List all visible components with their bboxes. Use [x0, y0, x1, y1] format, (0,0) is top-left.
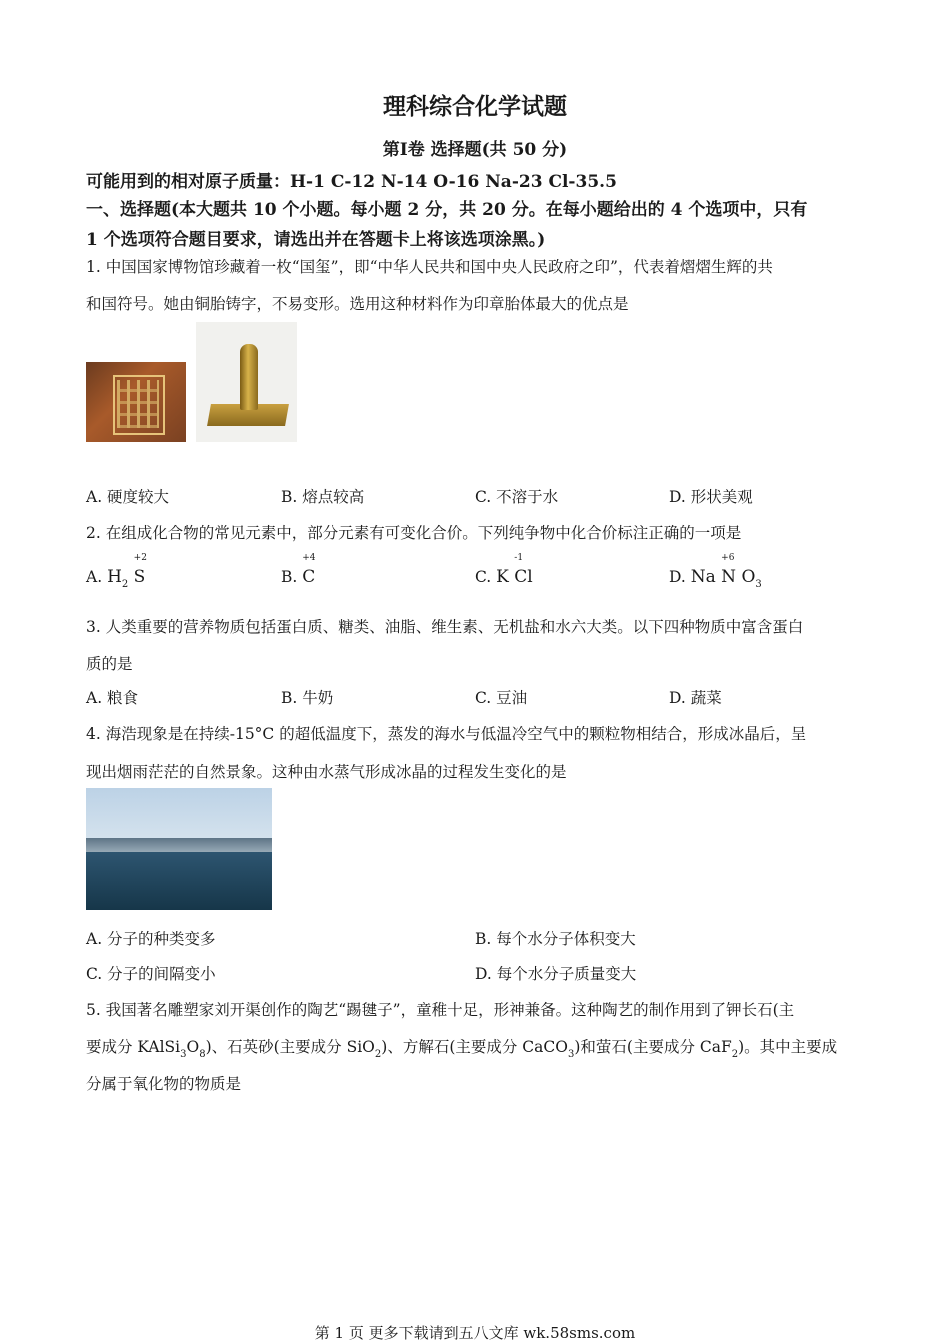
q3-option-a: A. 粮食: [86, 689, 139, 707]
text: )。其中主要成: [738, 1038, 838, 1056]
q3-stem-line1: 3. 人类重要的营养物质包括蛋白质、糖类、油脂、维生素、无机盐和水六大类。以下四种物质中富含蛋白: [86, 618, 804, 636]
q2-option-b-label: B.: [281, 568, 298, 586]
q2-d-formula: [690, 553, 762, 590]
atomic-masses: 可能用到的相对原子质量：H-1 C-12 N-14 O-16 Na-23 Cl-35.5: [86, 172, 617, 192]
q2-option-a-label: A.: [86, 568, 103, 586]
valence-mark: -1: [514, 553, 524, 563]
q2-option-d-label: D.: [669, 568, 686, 586]
q3-stem-line2: 质的是: [86, 655, 133, 673]
q2-b-formula: [302, 553, 316, 587]
q1-stem-line2: 和国符号。她由铜胎铸字，不易变形。选用这种材料作为印章胎体最大的优点是: [86, 295, 629, 313]
section-subtitle: 第Ⅰ卷 选择题(共 50 分): [382, 140, 568, 160]
chem-subscript: 3: [180, 1049, 187, 1060]
q3-option-d: D. 蔬菜: [669, 689, 722, 707]
q1-stem-line1: 1. 中国国家博物馆珍藏着一枚“国玺”，即“中华人民共和国中央人民政府之印”，代表着熠熠生辉的共: [86, 258, 773, 276]
text: )、石英砂(主要成分 SiO: [205, 1038, 375, 1056]
q4-stem-line1: 4. 海浩现象是在持续-15°C 的超低温度下，蒸发的海水与低温冷空气中的颗粒物相结合，形成冰晶后，呈: [86, 725, 807, 743]
q3-option-c: C. 豆油: [475, 689, 528, 707]
q1-option-d: D. 形状美观: [669, 488, 753, 506]
chem-element: H: [107, 567, 122, 587]
q4-option-c: C. 分子的间隔变小: [86, 965, 216, 983]
q2-option-c: [475, 553, 533, 587]
q4-option-a: A. 分子的种类变多: [86, 930, 216, 948]
text: )、方解石(主要成分 CaCO: [381, 1038, 568, 1056]
q2-option-b: [281, 553, 316, 587]
text: )和萤石(主要成分 CaF: [574, 1038, 732, 1056]
chem-subscript: 2: [374, 1049, 382, 1060]
valence-mark: +2: [133, 553, 147, 563]
q2-stem: 2. 在组成化合物的常见元素中，部分元素有可变化合价。下列纯争物中化合价标注正确的一项是: [86, 524, 742, 542]
q2-a-formula: [107, 553, 147, 590]
q5-stem-line1: 5. 我国著名雕塑家刘开渠创作的陶艺“踢毽子”，童稚十足，形神兼备。这种陶艺的制作用到了钾长石(主: [86, 1001, 795, 1019]
q2-option-c-label: C.: [475, 568, 492, 586]
page-title: 理科综合化学试题: [383, 93, 567, 120]
chem-element: Cl: [514, 567, 533, 587]
q4-option-d: D. 每个水分子质量变大: [475, 965, 637, 983]
chem-element: N: [721, 567, 737, 587]
chem-subscript: 8: [199, 1049, 206, 1060]
q4-option-b: B. 每个水分子体积变大: [475, 930, 636, 948]
q3-option-b: B. 牛奶: [281, 689, 334, 707]
section-heading-line1: 一、选择题(本大题共 10 个小题。每小题 2 分，共 20 分。在每小题给出的 4 个选项中，只有: [86, 200, 808, 220]
q2-c-formula: [496, 553, 533, 587]
q2-option-d: [669, 553, 762, 590]
q4-stem-line2: 现出烟雨茫茫的自然景象。这种由水蒸气形成冰晶的过程发生变化的是: [86, 763, 567, 781]
chem-element: C: [302, 567, 316, 587]
chem-element: Na: [690, 567, 716, 587]
q2-option-a: [86, 553, 147, 590]
chem-subscript: 3: [567, 1049, 575, 1060]
chem-element: O: [741, 567, 756, 587]
chem-subscript: 2: [121, 579, 129, 590]
text: O: [186, 1038, 200, 1056]
text: 要成分 KAlSi: [86, 1038, 181, 1056]
q1-option-a: A. 硬度较大: [86, 488, 170, 506]
q5-stem-line2: [86, 1035, 838, 1060]
chem-subscript: 2: [731, 1049, 739, 1060]
chem-element: K: [496, 567, 509, 587]
valence-mark: +4: [302, 553, 316, 563]
chem-subscript: 3: [755, 579, 762, 590]
q1-option-b: B. 熔点较高: [281, 488, 365, 506]
chem-element: S: [133, 567, 146, 587]
section-heading-line2: 1 个选项符合题目要求，请选出并在答题卡上将该选项涂黑。): [86, 230, 546, 250]
q1-option-c: C. 不溶于水: [475, 488, 559, 506]
q5-stem-line3: 分属于氧化物的物质是: [86, 1075, 242, 1093]
page-footer: 第 1 页 更多下载请到五八文库 wk.58sms.com: [314, 1324, 636, 1342]
valence-mark: +6: [721, 553, 735, 563]
